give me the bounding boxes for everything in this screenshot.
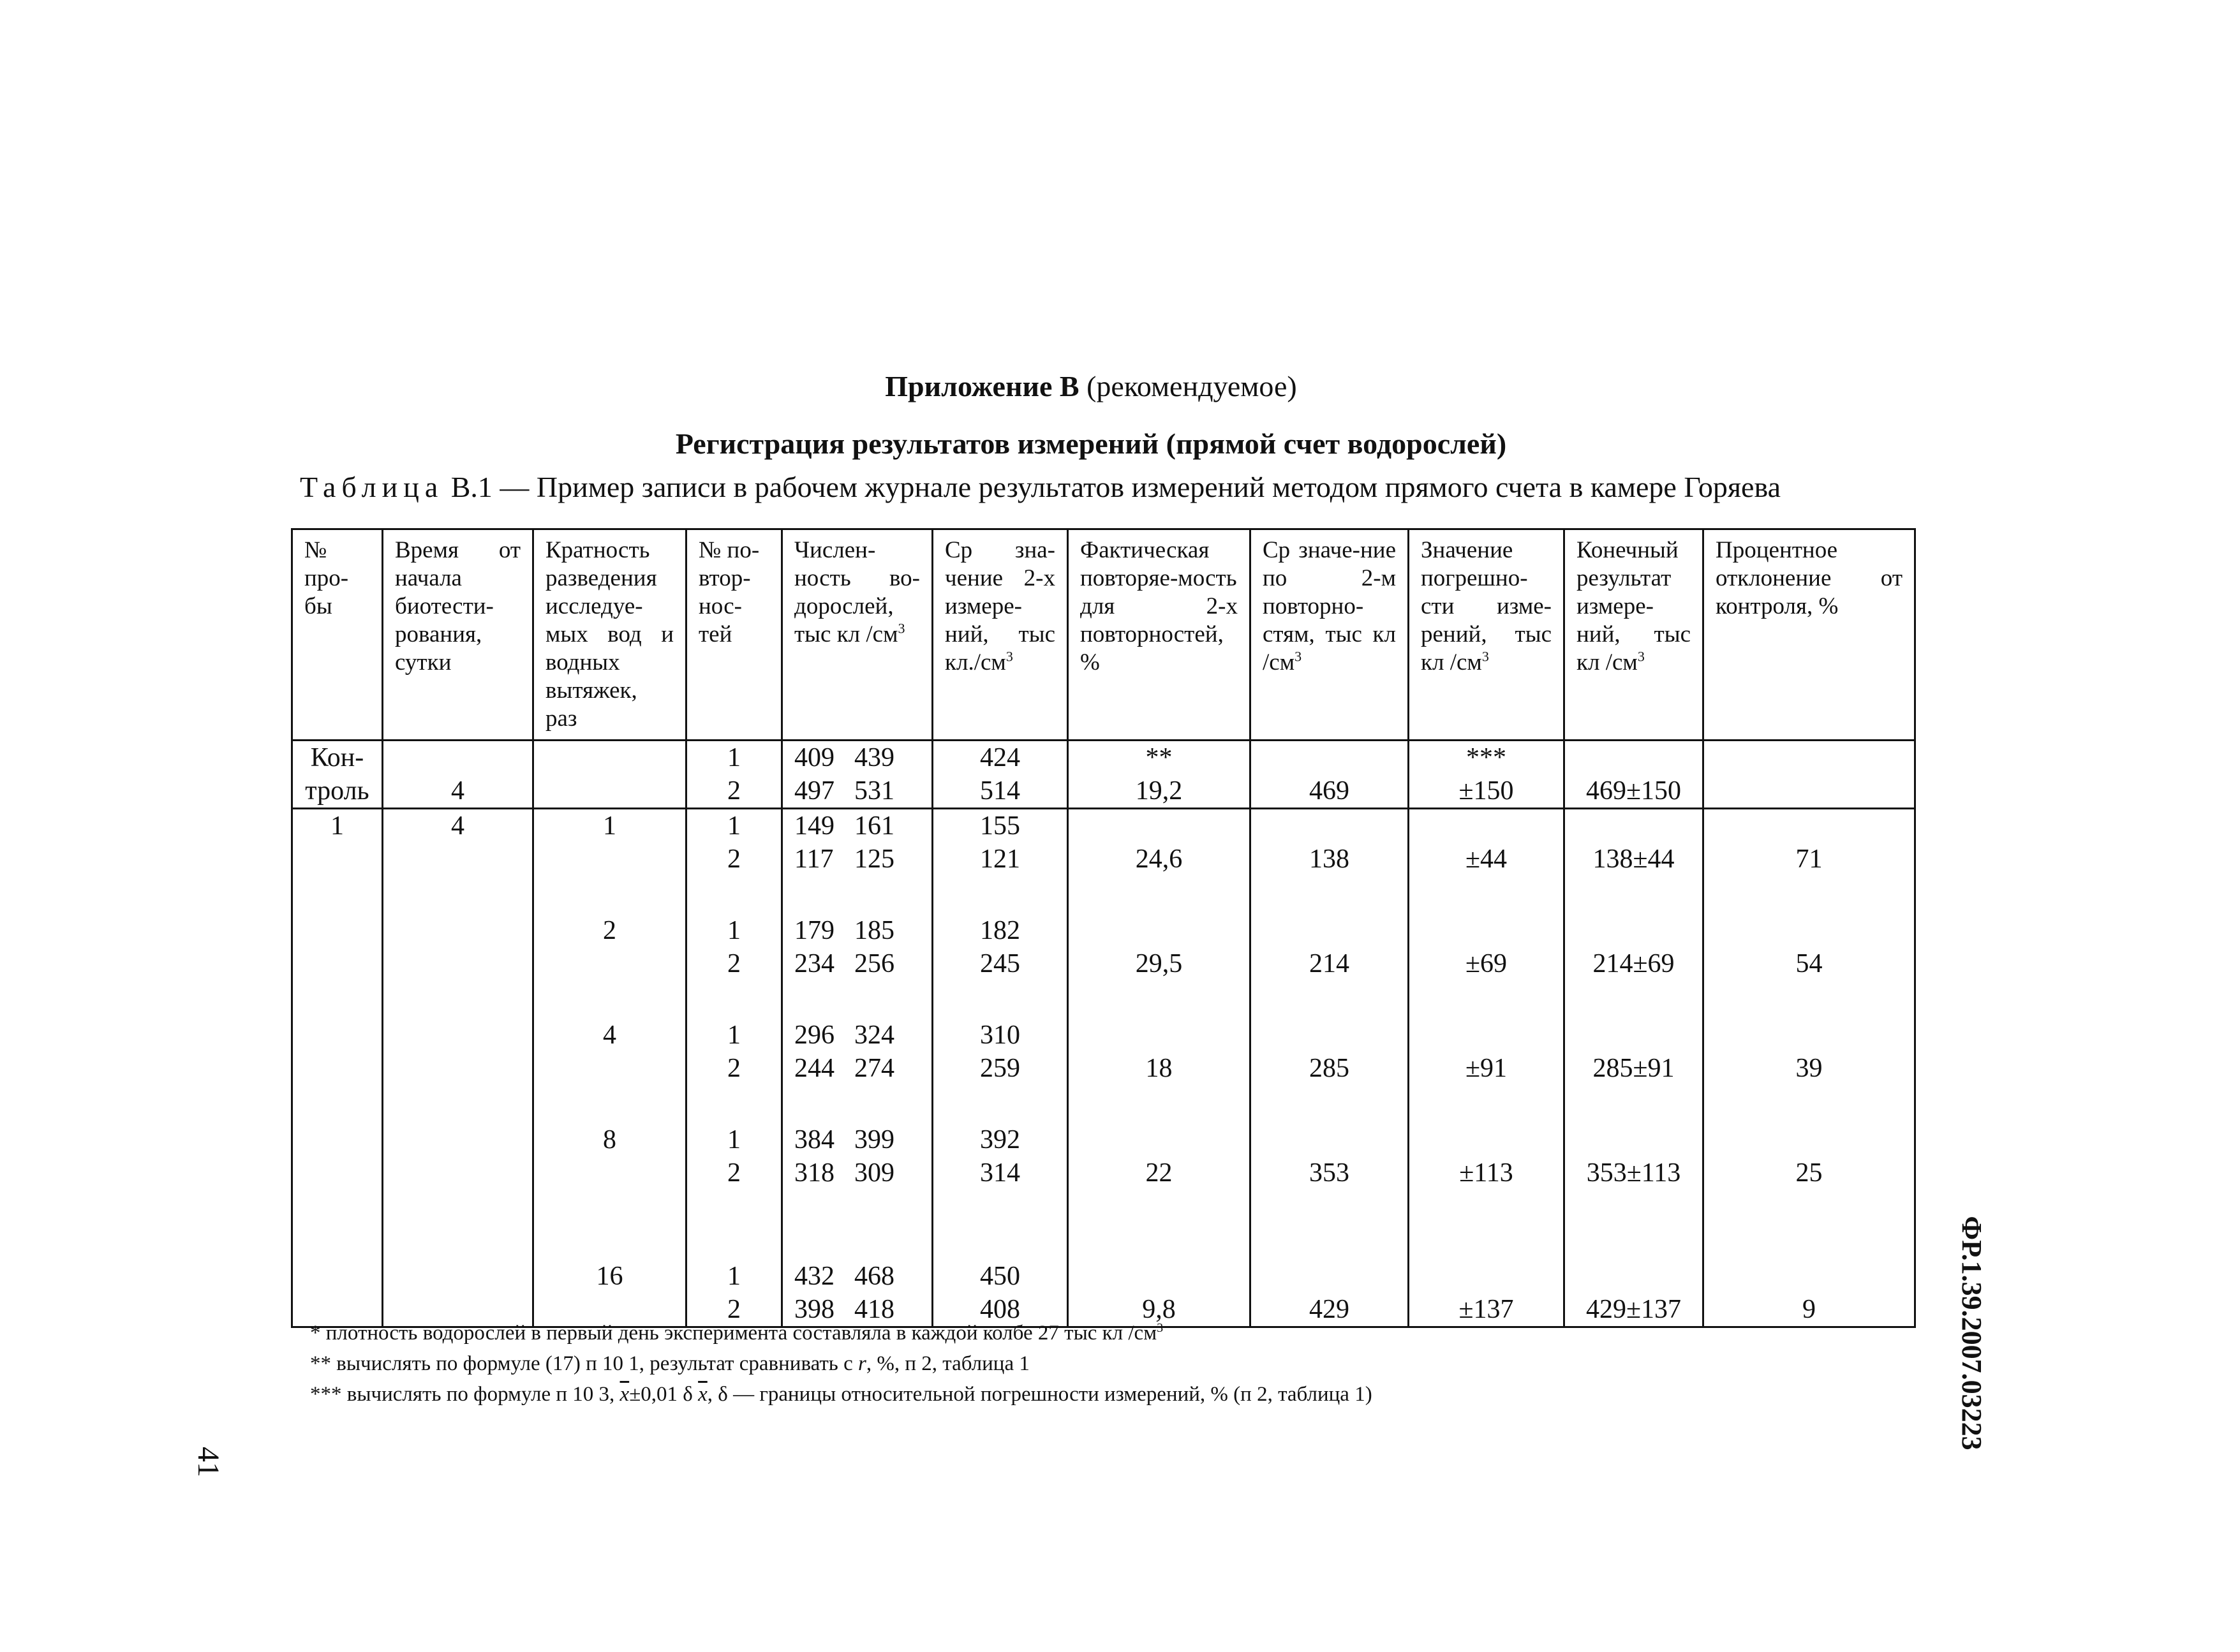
mean2-cell: 429 — [1250, 1293, 1409, 1327]
table-caption-text: В.1 — Пример записи в рабочем журнале результатов измерений методом прямого счета в камере Горяева — [443, 471, 1781, 503]
result-cell: 353±113 — [1564, 1156, 1703, 1190]
mean2-cell: 285 — [1250, 1052, 1409, 1085]
deviation-cell: 54 — [1703, 947, 1915, 980]
footnote-2 — [310, 1348, 1372, 1379]
mean-cell: 314 — [933, 1156, 1068, 1190]
header-final-result-sup: 3 — [1637, 648, 1645, 665]
counts-cell — [782, 1052, 933, 1085]
count-value: 161 — [854, 811, 894, 841]
table-row — [292, 1260, 1915, 1293]
count-value: 409 — [794, 743, 834, 772]
footnote-2-text-b: , %, п 2, таблица 1 — [866, 1352, 1030, 1375]
table-caption — [300, 469, 1781, 505]
footnote-3 — [310, 1379, 1372, 1410]
mean2-cell: 138 — [1250, 843, 1409, 876]
mean-cell: 155 — [933, 809, 1068, 843]
control-label-bottom: троль — [292, 774, 383, 809]
header-mean-replicates — [1250, 529, 1409, 741]
dilution-cell: 4 — [533, 1019, 686, 1052]
count-value: 468 — [854, 1262, 894, 1291]
header-dilution: Кратность разведения исследуе-мых вод и водных вытяжек, раз — [533, 529, 686, 741]
counts-cell — [782, 774, 933, 809]
appendix-title — [0, 369, 2182, 404]
counts-cell — [782, 1260, 933, 1293]
count-value: 296 — [794, 1021, 834, 1050]
dilution-cell: 1 — [533, 809, 686, 843]
footnote-2-text-a: ** вычислять по формуле (17) п 10 1, результат сравнивать с — [310, 1352, 858, 1375]
error-cell: ±150 — [1409, 774, 1564, 809]
deviation-cell: 71 — [1703, 843, 1915, 876]
header-algae-count — [782, 529, 933, 741]
table-caption-label: Таблица — [300, 471, 444, 503]
count-value: 117 — [794, 844, 834, 874]
header-algae-count-sup: 3 — [898, 620, 905, 637]
replicate-cell: 1 — [686, 1019, 782, 1052]
table-row — [292, 741, 1915, 775]
result-cell: 214±69 — [1564, 947, 1703, 980]
mean-cell: 450 — [933, 1260, 1068, 1293]
header-mean-two-sup: 3 — [1005, 648, 1013, 665]
count-value: 309 — [854, 1158, 894, 1188]
appendix-title-bold: Приложение В — [885, 370, 1079, 402]
count-value: 274 — [854, 1054, 894, 1083]
footnote-1-sup: 3 — [1157, 1321, 1164, 1335]
repeat-cell: 9,8 — [1068, 1293, 1250, 1327]
replicate-cell: 2 — [686, 843, 782, 876]
replicate-cell: 2 — [686, 774, 782, 809]
mean2-cell: 353 — [1250, 1156, 1409, 1190]
header-replicate: № по-втор-нос-тей — [686, 529, 782, 741]
counts-cell — [782, 809, 933, 843]
result-cell: 429±137 — [1564, 1293, 1703, 1327]
table-row — [292, 1156, 1915, 1190]
error-cell: ±91 — [1409, 1052, 1564, 1085]
repeat-cell: 19,2 — [1068, 774, 1250, 809]
count-value: 418 — [854, 1295, 894, 1324]
counts-cell — [782, 914, 933, 947]
replicate-cell: 1 — [686, 914, 782, 947]
header-sample-number: № про-бы — [292, 529, 383, 741]
sample-time: 4 — [383, 809, 533, 843]
counts-cell — [782, 843, 933, 876]
deviation-cell: 9 — [1703, 1293, 1915, 1327]
replicate-cell: 1 — [686, 1123, 782, 1156]
table-row — [292, 809, 1915, 843]
dilution-cell: 2 — [533, 914, 686, 947]
count-value: 384 — [794, 1125, 834, 1154]
mean-cell: 259 — [933, 1052, 1068, 1085]
result-cell: 285±91 — [1564, 1052, 1703, 1085]
dilution-cell: 16 — [533, 1260, 686, 1293]
header-final-result-text: Конечный результат измере-ний, тыс кл /см — [1576, 537, 1691, 675]
page-number: 41 — [191, 1447, 225, 1477]
table-row — [292, 1019, 1915, 1052]
header-error — [1409, 529, 1564, 741]
counts-cell — [782, 1019, 933, 1052]
counts-cell — [782, 1156, 933, 1190]
error-cell: ±137 — [1409, 1293, 1564, 1327]
sample-number: 1 — [292, 809, 383, 843]
mean-cell: 310 — [933, 1019, 1068, 1052]
footnote-3-text-a: *** вычислять по формуле п 10 3, — [310, 1383, 620, 1406]
repeat-cell: 24,6 — [1068, 843, 1250, 876]
count-value: 244 — [794, 1054, 834, 1083]
header-mean-replicates-text: Ср значе-ние по 2-м повторно-стям, тыс кл /см — [1263, 537, 1396, 675]
repeat-cell: 18 — [1068, 1052, 1250, 1085]
replicate-cell: 1 — [686, 741, 782, 775]
replicate-cell: 2 — [686, 1052, 782, 1085]
counts-cell — [782, 741, 933, 775]
footnote-3-text-mid: ±0,01 δ — [629, 1383, 699, 1406]
replicate-cell: 2 — [686, 1156, 782, 1190]
counts-cell — [782, 1123, 933, 1156]
count-value: 179 — [794, 916, 834, 945]
deviation-cell: 39 — [1703, 1052, 1915, 1085]
result-cell — [1564, 741, 1703, 775]
count-value: 149 — [794, 811, 834, 841]
control-time: 4 — [383, 774, 533, 809]
error-cell: ±69 — [1409, 947, 1564, 980]
section-title: Регистрация результатов измерений (прямой счет водорослей) — [675, 427, 1507, 460]
mean-cell: 121 — [933, 843, 1068, 876]
table-row — [292, 947, 1915, 980]
footnote-2-r: r — [858, 1352, 866, 1375]
table-row — [292, 774, 1915, 809]
footnote-3-x-mean-2: $\overline{x}$ — [698, 1383, 708, 1406]
header-time: Время от начала биотести-рования, сутки — [383, 529, 533, 741]
deviation-cell: 25 — [1703, 1156, 1915, 1190]
count-value: 531 — [854, 776, 894, 806]
footnote-1 — [310, 1313, 1372, 1348]
measurement-journal-table — [291, 528, 1916, 1328]
mean-cell: 392 — [933, 1123, 1068, 1156]
header-mean-two — [933, 529, 1068, 741]
document-code: ФР.1.39.2007.03223 — [1956, 1216, 1987, 1450]
mean2-cell: 214 — [1250, 947, 1409, 980]
mean-cell: 408 — [933, 1293, 1068, 1327]
result-cell: 469±150 — [1564, 774, 1703, 809]
count-value: 398 — [794, 1295, 834, 1324]
header-repeatability: Фактическая повторяе-мость для 2-х повторностей, % — [1068, 529, 1250, 741]
table-row — [292, 843, 1915, 876]
counts-cell — [782, 947, 933, 980]
header-final-result — [1564, 529, 1703, 741]
count-value: 439 — [854, 743, 894, 772]
error-cell: ±113 — [1409, 1156, 1564, 1190]
mean-cell: 182 — [933, 914, 1068, 947]
header-mean-two-text: Ср зна-чение 2-х измере-ний, тыс кл./см — [945, 537, 1055, 675]
count-value: 399 — [854, 1125, 894, 1154]
table-row — [292, 1052, 1915, 1085]
count-value: 432 — [794, 1262, 834, 1291]
header-error-sup: 3 — [1481, 648, 1489, 665]
repeat-cell: 29,5 — [1068, 947, 1250, 980]
footnote-1-text: * плотность водорослей в первый день эксперимента составляла в каждой колбе 27 тыс кл /см — [310, 1322, 1157, 1345]
mean-cell: 514 — [933, 774, 1068, 809]
dilution-cell: 8 — [533, 1123, 686, 1156]
count-value: 256 — [854, 949, 894, 978]
error-cell: *** — [1409, 741, 1564, 775]
header-row — [292, 529, 1915, 741]
repeat-cell: ** — [1068, 741, 1250, 775]
replicate-cell: 2 — [686, 1293, 782, 1327]
count-value: 497 — [794, 776, 834, 806]
footnote-3-text-b: , δ — границы относительной погрешности измерений, % (п 2, таблица 1) — [707, 1383, 1372, 1406]
mean-cell: 424 — [933, 741, 1068, 775]
footnotes — [310, 1313, 1372, 1410]
mean2-cell: 469 — [1250, 774, 1409, 809]
footnote-3-x-mean: $\overline{x}$ — [619, 1383, 630, 1406]
table-row — [292, 1123, 1915, 1156]
count-value: 234 — [794, 949, 834, 978]
count-value: 318 — [794, 1158, 834, 1188]
error-cell: ±44 — [1409, 843, 1564, 876]
header-algae-count-text: Числен-ность во-дорослей, тыс кл /см — [794, 537, 920, 647]
header-mean-replicates-sup: 3 — [1294, 648, 1302, 665]
result-cell: 138±44 — [1564, 843, 1703, 876]
count-value: 324 — [854, 1021, 894, 1050]
replicate-cell: 1 — [686, 809, 782, 843]
control-label-top: Кон- — [292, 741, 383, 775]
replicate-cell: 2 — [686, 947, 782, 980]
table-row — [292, 914, 1915, 947]
repeat-cell: 22 — [1068, 1156, 1250, 1190]
replicate-cell: 1 — [686, 1260, 782, 1293]
appendix-title-normal: (рекомендуемое) — [1079, 370, 1297, 402]
header-error-text: Значение погрешно-сти изме-рений, тыс кл /см — [1421, 537, 1552, 675]
mean2-cell — [1250, 741, 1409, 775]
count-value: 185 — [854, 916, 894, 945]
header-deviation: Процентное отклонение от контроля, % — [1703, 529, 1915, 741]
count-value: 125 — [854, 844, 894, 874]
mean-cell: 245 — [933, 947, 1068, 980]
